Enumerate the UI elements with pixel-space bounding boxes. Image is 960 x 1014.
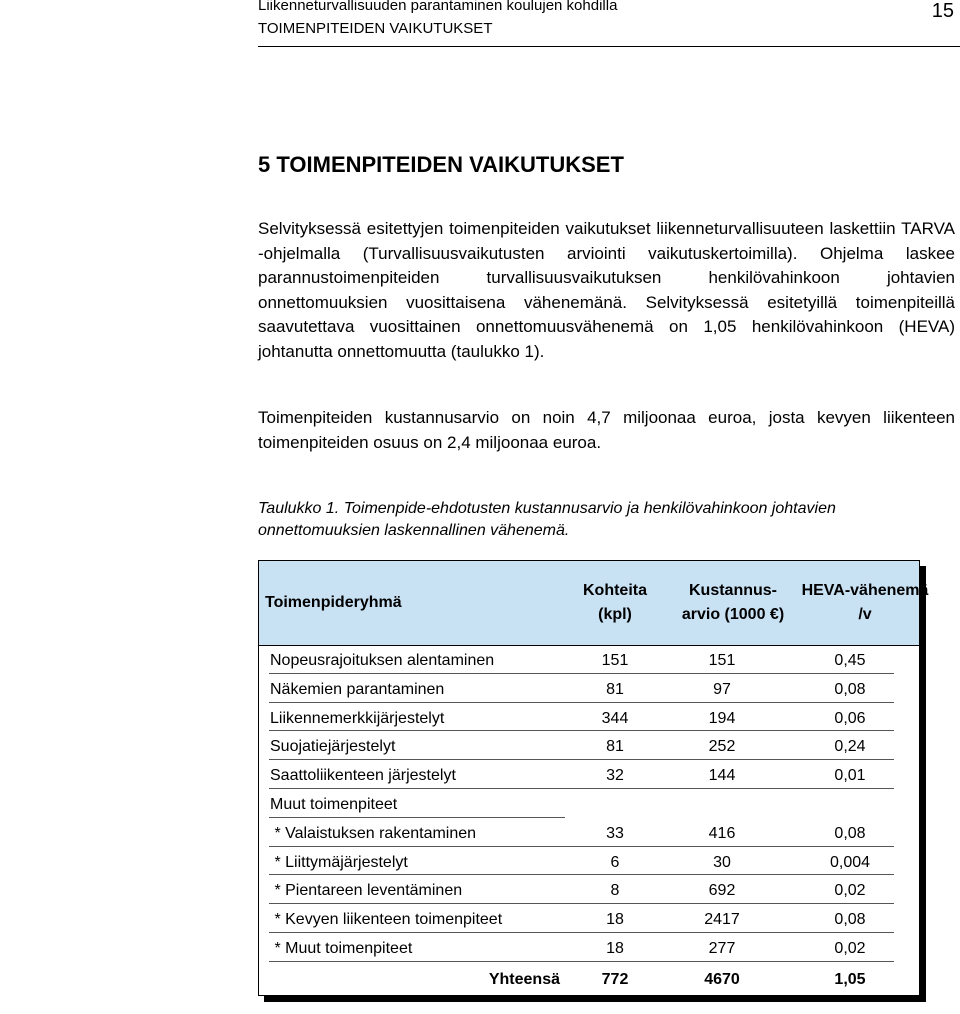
page-number: 15 bbox=[931, 0, 954, 22]
row-heva: 0,08 bbox=[834, 911, 866, 929]
total-heva: 1,05 bbox=[834, 971, 866, 988]
table-row bbox=[259, 877, 919, 906]
paragraph-2: Toimenpiteiden kustannusarvio on noin 4,7 miljoonaa euroa, josta kevyen liikenteen toimenpiteiden osuus on 2,4 miljoonaa euroa. bbox=[258, 408, 955, 452]
row-sites: 81 bbox=[606, 738, 624, 756]
table-row bbox=[259, 676, 919, 705]
row-name: Saattoliikenteen järjestelyt bbox=[270, 767, 456, 785]
row-cost: 416 bbox=[708, 824, 736, 842]
row-sites: 32 bbox=[606, 767, 624, 785]
row-cost bbox=[669, 791, 775, 820]
measures-table bbox=[258, 560, 929, 996]
table-row bbox=[259, 906, 919, 935]
row-heva: 0,08 bbox=[834, 824, 866, 842]
header-separator bbox=[259, 645, 919, 646]
total-sites: 772 bbox=[601, 971, 629, 988]
row-underline bbox=[269, 730, 894, 731]
total-label: Yhteensä bbox=[488, 971, 560, 988]
row-name: * Kevyen liikenteen toimenpiteet bbox=[270, 911, 503, 929]
row-sites: 81 bbox=[606, 680, 624, 698]
row-heva: 0,08 bbox=[834, 680, 866, 698]
row-heva: 0,004 bbox=[829, 853, 871, 871]
row-sites: 344 bbox=[601, 709, 629, 727]
row-cost: 144 bbox=[708, 767, 736, 785]
row-name: * Pientareen leventäminen bbox=[270, 882, 463, 900]
chapter-heading: 5 TOIMENPITEIDEN VAIKUTUKSET bbox=[258, 152, 624, 177]
header-heva: HEVA-vähenemä /v bbox=[801, 582, 929, 623]
row-name: * Valaistuksen rakentaminen bbox=[270, 824, 477, 842]
row-name: * Muut toimenpiteet bbox=[270, 940, 413, 957]
table-row bbox=[259, 935, 919, 964]
table-row bbox=[259, 705, 919, 734]
total-row bbox=[259, 966, 919, 995]
row-underline bbox=[269, 874, 894, 875]
table-row bbox=[259, 820, 919, 849]
row-cost: 692 bbox=[708, 882, 736, 900]
table-caption: Taulukko 1. Toimenpide-ehdotusten kustannusarvio ja henkilövahinkoon johtavien onnettomuuksien laskennallinen vähenemä. bbox=[258, 500, 836, 539]
row-sites bbox=[565, 791, 665, 820]
row-sites: 18 bbox=[606, 940, 624, 957]
header-rule bbox=[258, 46, 960, 47]
total-cost: 4670 bbox=[704, 971, 740, 988]
header-sites: Kohteita (kpl) bbox=[583, 582, 647, 623]
row-cost: 2417 bbox=[704, 911, 740, 929]
row-name: Näkemien parantaminen bbox=[270, 680, 445, 698]
row-sites: 18 bbox=[606, 911, 624, 929]
row-heva: 0,45 bbox=[834, 652, 866, 669]
row-heva: 0,02 bbox=[834, 882, 866, 900]
row-heva: 0,01 bbox=[834, 767, 866, 785]
row-sites: 6 bbox=[610, 853, 620, 871]
row-underline bbox=[269, 846, 894, 847]
row-cost: 252 bbox=[708, 738, 736, 756]
table-row bbox=[259, 647, 919, 676]
row-cost: 30 bbox=[713, 853, 731, 871]
row-cost: 277 bbox=[708, 940, 736, 957]
row-underline bbox=[269, 759, 894, 760]
row-heva: 0,02 bbox=[834, 940, 866, 957]
paragraph-1: Selvityksessä esitettyjen toimenpiteiden vaikutukset liikenneturvallisuuteen laskettiin TARVA -ohjelmalla (Turvallisuusvaikutusten arviointi vaikutuskertoimilla). Ohjelma laskee parannustoimenpiteiden turvallisuusvaikutuksen henkilövahinkoon johtavien onnettomuuksien vuosittaisena vähenemänä. Selvityksessä esitetyillä toimenpiteillä saavutettava vuosittainen onnettomuusvähenemä on 1,05 henkilövahinkoon (HEVA) johtanutta onnettomuutta (taulukko 1). bbox=[258, 219, 955, 361]
row-heva: 0,06 bbox=[834, 709, 866, 727]
row-underline bbox=[269, 788, 894, 789]
table-row bbox=[259, 733, 919, 762]
row-name: Suojatiejärjestelyt bbox=[270, 738, 396, 756]
table-header bbox=[259, 561, 929, 645]
row-sites: 33 bbox=[606, 824, 624, 842]
row-underline bbox=[269, 903, 894, 904]
table-row bbox=[259, 849, 919, 878]
row-name: Muut toimenpiteet bbox=[270, 796, 398, 813]
row-heva bbox=[785, 791, 915, 820]
row-name: Nopeusrajoituksen alentaminen bbox=[270, 652, 495, 669]
row-sites: 151 bbox=[601, 652, 629, 669]
row-underline bbox=[269, 932, 894, 933]
row-underline bbox=[269, 702, 894, 703]
row-underline bbox=[269, 673, 894, 674]
running-header-section: TOIMENPITEIDEN VAIKUTUKSET bbox=[258, 20, 493, 37]
row-underline bbox=[269, 817, 565, 818]
row-sites: 8 bbox=[610, 882, 620, 900]
row-name: Liikennemerkkijärjestelyt bbox=[270, 709, 445, 727]
running-header-title: Liikenneturvallisuuden parantaminen koulujen kohdilla bbox=[258, 0, 618, 14]
table-row bbox=[259, 762, 919, 791]
header-group: Toimenpideryhmä bbox=[265, 594, 402, 611]
row-heva: 0,24 bbox=[834, 738, 866, 756]
row-underline bbox=[269, 961, 894, 962]
row-name: * Liittymäjärjestelyt bbox=[270, 853, 408, 871]
header-cost: Kustannus-arvio (1000 €) bbox=[681, 582, 785, 623]
table-row bbox=[259, 791, 919, 820]
row-cost: 97 bbox=[713, 680, 731, 698]
row-cost: 194 bbox=[708, 709, 736, 727]
row-cost: 151 bbox=[708, 652, 736, 669]
